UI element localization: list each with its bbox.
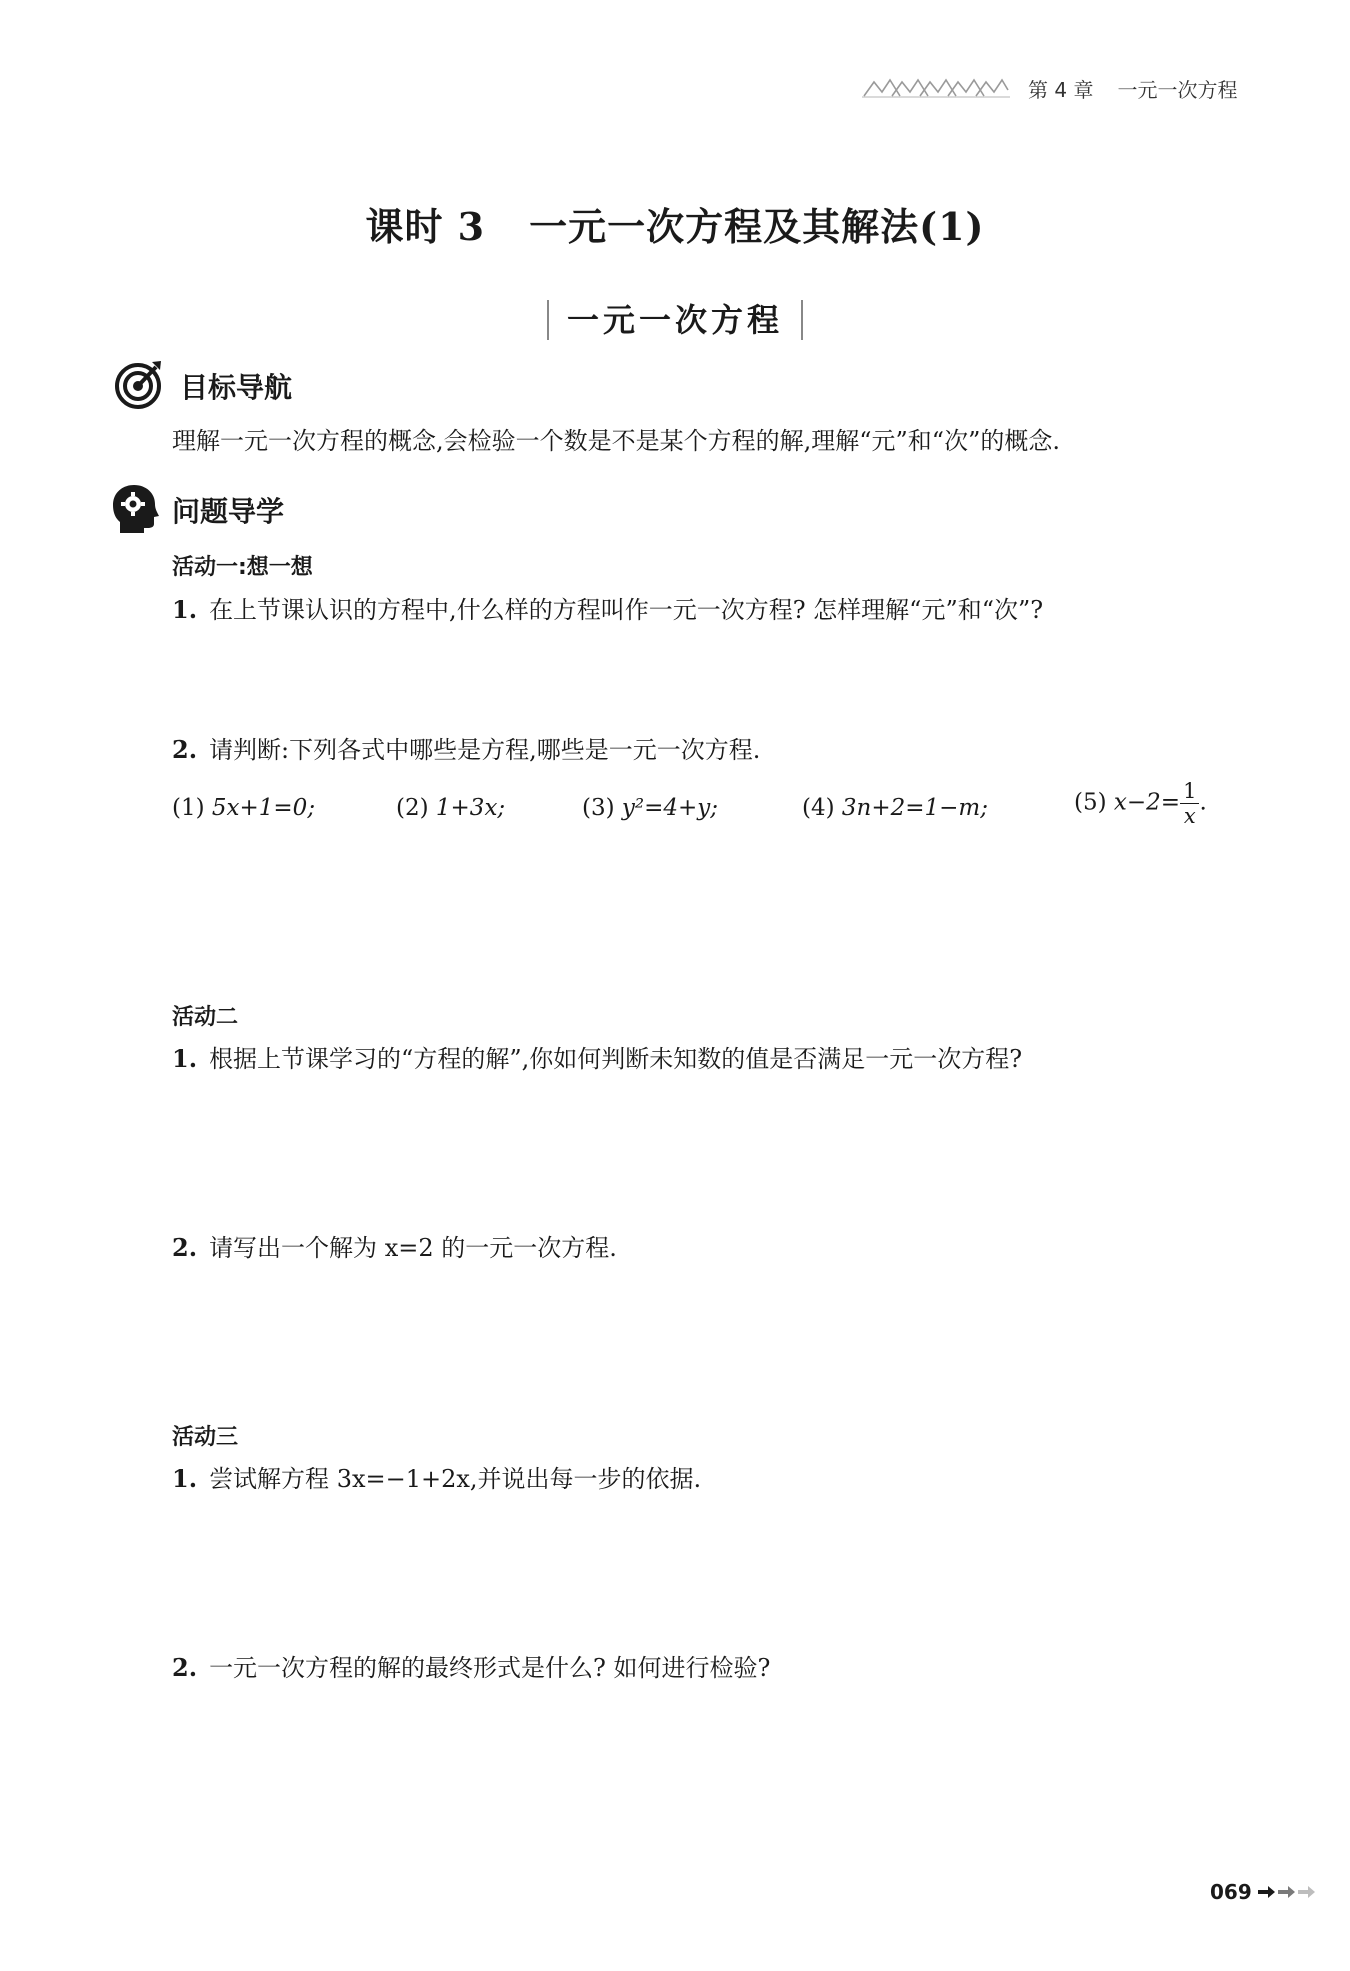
question-number: 2. [172,1653,198,1682]
inquiry-heading: 问题导学 [172,495,285,528]
activity3-question-2 [172,1652,770,1684]
question-text: 一元一次方程的解的最终形式是什么? 如何进行检验? [209,1654,771,1682]
activity1-label: 活动一:想一想 [172,555,313,580]
activity2-question-2 [172,1232,617,1264]
target-icon [112,358,164,410]
question-number: 2. [172,1233,198,1262]
equation-2: (2) 1+3x; [396,795,506,821]
question-text: 在上节课认识的方程中,什么样的方程叫作一元一次方程? 怎样理解“元”和“次”? [209,596,1044,624]
subtitle-wrap [0,300,1350,340]
lesson-topic: 一元一次方程及其解法(1) [529,204,985,249]
chapter-number: 第 4 章 [1028,78,1094,102]
subtitle: 一元一次方程 [547,300,803,340]
question-text: 请判断:下列各式中哪些是方程,哪些是一元一次方程. [209,736,761,764]
head-gear-icon [110,482,162,534]
question-number: 1. [172,1464,198,1493]
goal-text: 理解一元一次方程的概念,会检验一个数是不是某个方程的解,理解“元”和“次”的概念. [172,427,1060,455]
lesson-title [0,196,1350,251]
question-number: 1. [172,595,198,624]
activity1-question-2 [172,734,760,766]
arrows-icon [1256,1883,1316,1901]
question-number: 1. [172,1044,198,1073]
question-text: 尝试解方程 3x=−1+2x,并说出每一步的依据. [209,1465,702,1493]
question-text: 根据上节课学习的“方程的解”,你如何判断未知数的值是否满足一元一次方程? [209,1045,1023,1073]
activity1-question-1 [172,594,1043,626]
question-number: 2. [172,735,198,764]
lesson-number: 课时 3 [365,204,486,249]
equation-1: (1) 5x+1=0; [172,795,316,821]
mountain-decoration-icon [862,76,1010,98]
fraction: $\frac{1}{x}$ [1180,779,1199,828]
activity3-question-1 [172,1463,701,1495]
activity2-label: 活动二 [172,1005,239,1030]
equation-4: (4) 3n+2=1−m; [802,795,988,821]
equation-3: (3) y²=4+y; [582,795,719,821]
chapter-title: 一元一次方程 [1117,78,1238,102]
activity3-label: 活动三 [172,1425,239,1450]
activity2-question-1 [172,1043,1022,1075]
goal-heading: 目标导航 [180,371,293,404]
question-text: 请写出一个解为 x=2 的一元一次方程. [209,1234,617,1262]
chapter-label [1028,74,1237,103]
equation-5: (5) x−2= $\frac{1}{x}$ . [1074,779,1207,828]
page-number: 069 [1210,1880,1252,1904]
